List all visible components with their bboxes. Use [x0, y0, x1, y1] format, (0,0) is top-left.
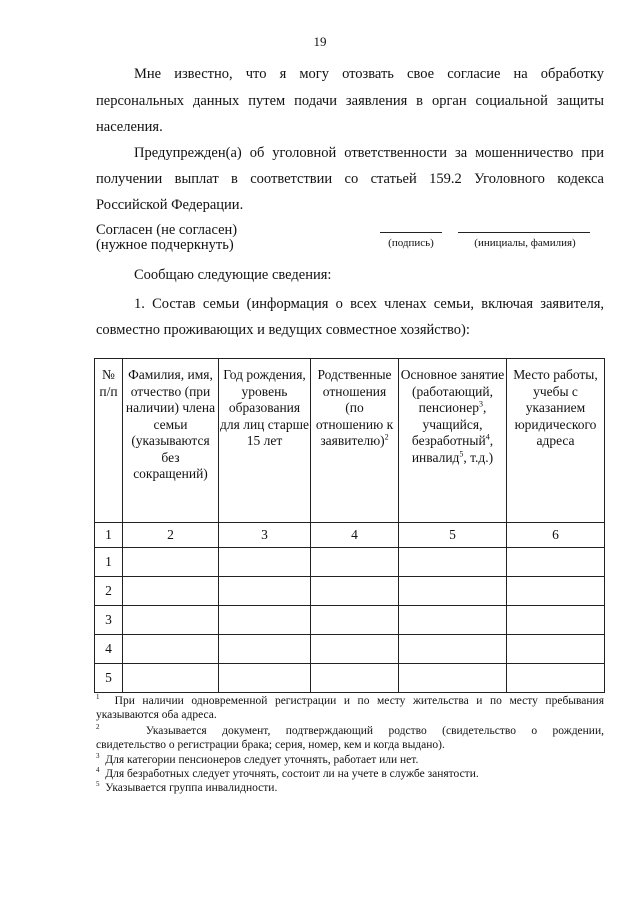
table-cell[interactable] [399, 577, 507, 606]
table-cell[interactable] [507, 664, 605, 693]
header-occupation: Основное занятие (работающий, пенсионер$^3$, учащийся, безработный$^4$, инвалид$^5$, т.д.) [399, 359, 507, 523]
column-number: 2 [123, 523, 219, 548]
table-cell[interactable] [123, 577, 219, 606]
table-cell[interactable] [507, 606, 605, 635]
para2-line2: получении выплат в соответствии со статьей 159.2 Уголовного кодекса [96, 171, 604, 187]
para2-line3: Российской Федерации. [96, 197, 244, 213]
header-birth-year: Год рождения, уровень образования для лиц старше 15 лет [219, 359, 311, 523]
footnote-5: $^5$ Указывается группа инвалидности. [96, 780, 278, 794]
name-line[interactable] [458, 232, 590, 233]
table-row [95, 548, 605, 577]
table-cell[interactable] [507, 548, 605, 577]
table-cell[interactable] [219, 548, 311, 577]
para1-line3: населения. [96, 119, 163, 135]
table-cell[interactable] [399, 635, 507, 664]
table-row [95, 606, 605, 635]
table-cell[interactable] [311, 548, 399, 577]
header-full-name: Фамилия, имя, отчество (при наличии) члена семьи (указываются без сокращений) [123, 359, 219, 523]
para2-line1: Предупрежден(а) об уголовной ответственности за мошенничество при [134, 145, 604, 161]
table-cell[interactable] [507, 635, 605, 664]
table-header-row [95, 359, 605, 523]
table-cell[interactable] [311, 577, 399, 606]
column-number: 3 [219, 523, 311, 548]
info-intro: Сообщаю следующие сведения: [134, 267, 332, 283]
header-number: № п/п [95, 359, 123, 523]
row-number: 2 [95, 577, 123, 606]
page-number: 19 [313, 34, 327, 49]
table-row [95, 664, 605, 693]
table-cell[interactable] [399, 606, 507, 635]
section1-line2: совместно проживающих и ведущих совместное хозяйство): [96, 322, 470, 338]
consent-line1: Согласен (не согласен) [96, 222, 238, 238]
column-number: 1 [95, 523, 123, 548]
table-cell[interactable] [123, 606, 219, 635]
column-number: 5 [399, 523, 507, 548]
row-number: 5 [95, 664, 123, 693]
para1-line2: персональных данных путем подачи заявления в орган социальной защиты [96, 93, 604, 109]
table-cell[interactable] [219, 577, 311, 606]
column-number: 6 [507, 523, 605, 548]
para1-line1: Мне известно, что я могу отозвать свое согласие на обработку [134, 66, 604, 82]
table-cell[interactable] [123, 548, 219, 577]
table-cell[interactable] [311, 664, 399, 693]
table-cell[interactable] [219, 635, 311, 664]
table-row [95, 635, 605, 664]
table-cell[interactable] [507, 577, 605, 606]
row-number: 3 [95, 606, 123, 635]
name-caption: (инициалы, фамилия) [474, 237, 576, 249]
row-number: 1 [95, 548, 123, 577]
table-cell[interactable] [311, 606, 399, 635]
signature-line[interactable] [380, 232, 442, 233]
table-cell[interactable] [399, 664, 507, 693]
footnote-2: $^2$ Указывается документ, подтверждающий родство (свидетельство о рождении, свидетельство о регистрации брака; серия, номер, кем и когда выдано). [96, 723, 604, 751]
header-relation: Родственные отношения (по отношению к заявителю)$^2$ [311, 359, 399, 523]
table-cell[interactable] [123, 635, 219, 664]
section1-line1: 1. Состав семьи (информация о всех членах семьи, включая заявителя, [134, 296, 604, 312]
column-number: 4 [311, 523, 399, 548]
family-table [94, 358, 605, 693]
table-row [95, 577, 605, 606]
row-number: 4 [95, 635, 123, 664]
header-workplace: Место работы, учебы с указанием юридического адреса [507, 359, 605, 523]
table-cell[interactable] [399, 548, 507, 577]
column-number-row [95, 523, 605, 548]
footnote-3: $^3$ Для категории пенсионеров следует уточнять, работает или нет. [96, 752, 419, 766]
footnote-1: $^1$ При наличии одновременной регистрации и по месту жительства и по месту пребывания указываются оба адреса. [96, 693, 605, 721]
signature-caption: (подпись) [388, 237, 434, 249]
table-cell[interactable] [123, 664, 219, 693]
footnote-4: $^4$ Для безработных следует уточнять, состоит ли на учете в службе занятости. [96, 766, 479, 780]
table-cell[interactable] [311, 635, 399, 664]
consent-line2: (нужное подчеркнуть) [96, 237, 234, 253]
table-cell[interactable] [219, 664, 311, 693]
table-cell[interactable] [219, 606, 311, 635]
